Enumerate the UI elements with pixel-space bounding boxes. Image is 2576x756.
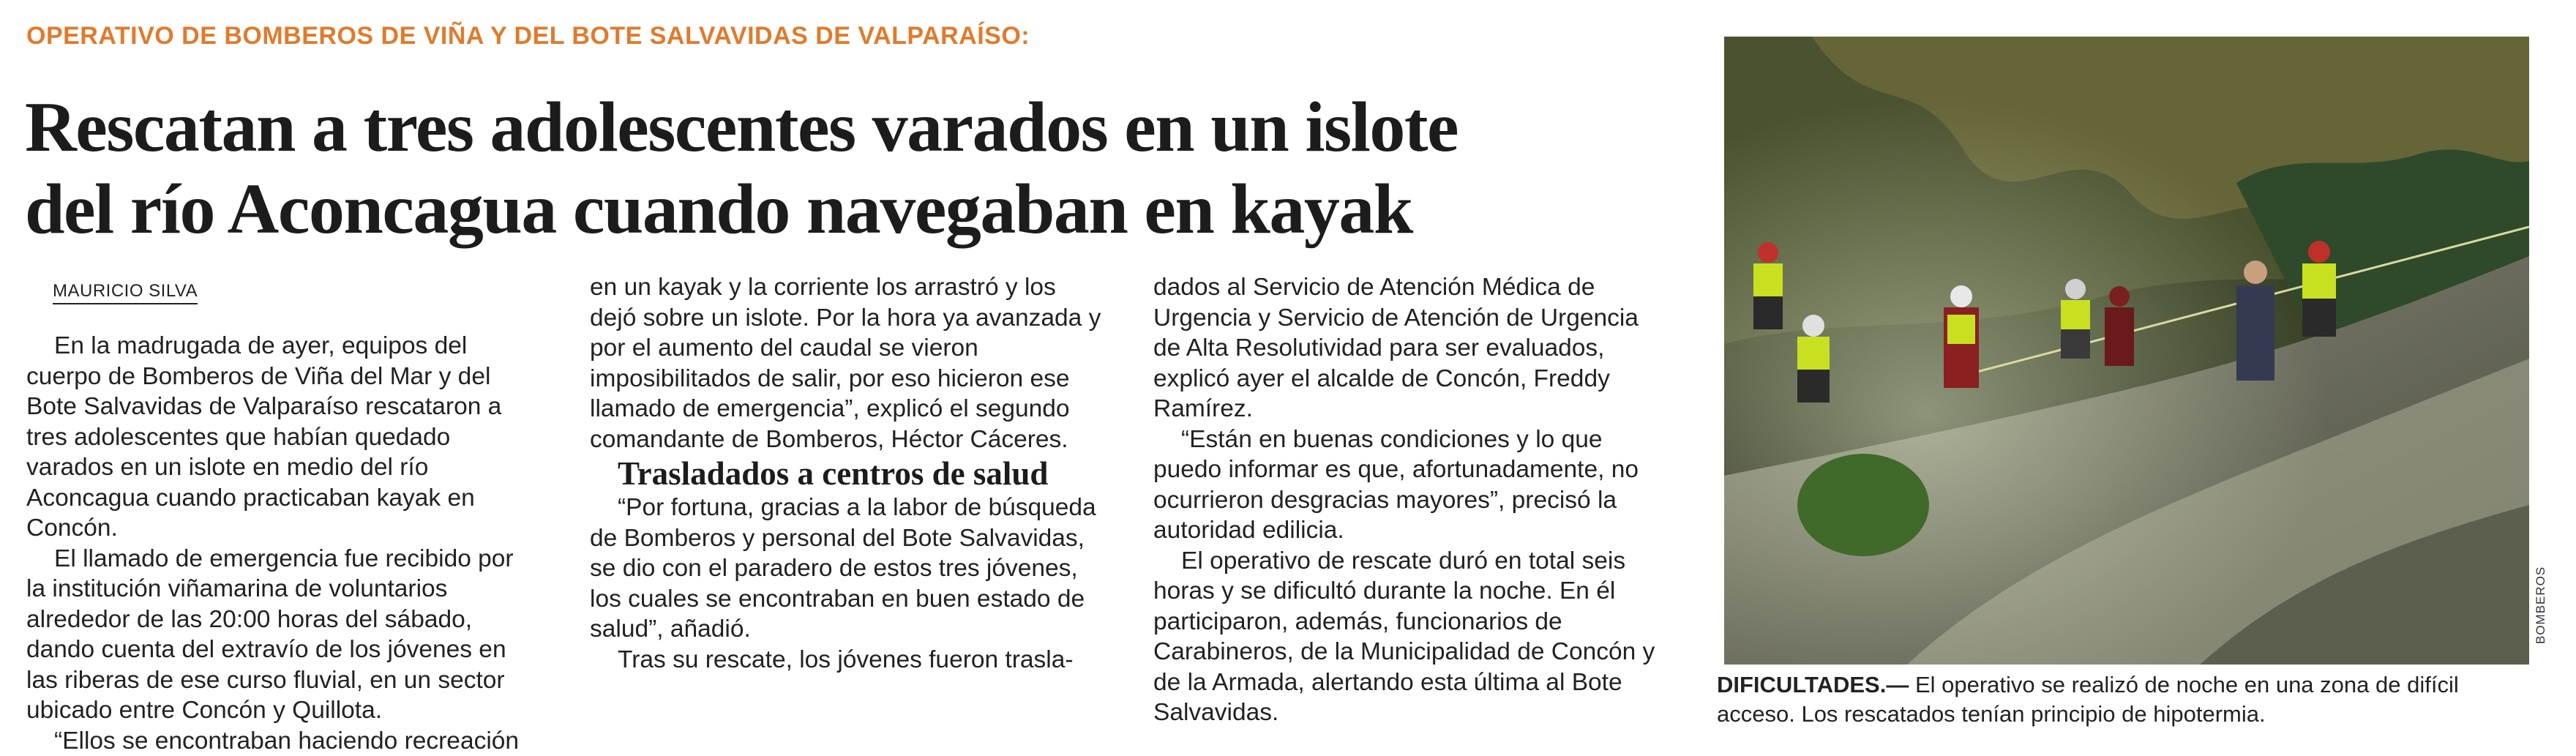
paragraph: En la madrugada de ayer, equipos del cuerpo de Bomberos de Viña del Mar y del Bote Salvavidas de Valparaíso rescataron a tres adolescentes que habían quedado varados en un islote en medio del río Aconcagua cuando practicaban kayak en Concón.	[26, 331, 539, 544]
subheading: Trasladados a centros de salud	[590, 454, 1102, 493]
paragraph: El llamado de emergencia fue recibido por la institución viñamarina de voluntarios alrededor de las 20:00 horas del sábado, dando cuenta del extravío de los jóvenes en las riberas de ese curso fluvial, en un sector ubicado entre Concón y Quillota.	[26, 544, 539, 726]
paragraph: “Están en buenas condiciones y lo que puedo informar es que, afortunadamente, no ocurrieron desgracias mayores”, precisó la autoridad edilicia.	[1153, 424, 1666, 546]
article-column-2	[590, 272, 1102, 675]
paragraph: dados al Servicio de Atención Médica de Urgencia y Servicio de Atención de Urgencia de Alta Resolutividad para ser evaluados, explicó ayer el alcalde de Concón, Freddy Ramírez.	[1153, 272, 1666, 424]
caption-lead: DIFICULTADES.—	[1717, 672, 1909, 697]
article-column-1	[26, 331, 539, 756]
headline-line-2: del río Aconcagua cuando navegaban en kayak	[25, 170, 1412, 249]
caption-text: El operativo se realizó de noche en una zona de difícil acceso. Los rescatados tenían principio de hipotermia.	[1717, 672, 2459, 727]
article-column-3	[1153, 272, 1666, 728]
photo-credit: BOMBEROS	[2534, 566, 2548, 644]
photo-caption	[1717, 670, 2536, 729]
headline	[25, 86, 1671, 250]
paragraph: en un kayak y la corriente los arrastró y los dejó sobre un islote. Por la hora ya avanzada y por el aumento del caudal se vieron imposibilitados de salir, por eso hicieron ese llamado de emergencia”, explicó el segundo comandante de Bomberos, Héctor Cáceres.	[590, 272, 1102, 454]
headline-line-1: Rescatan a tres adolescentes varados en un islote	[25, 88, 1458, 167]
paragraph: Tras su rescate, los jóvenes fueron trasla-	[590, 645, 1102, 675]
byline: MAURICIO SILVA	[53, 281, 198, 304]
section-kicker: OPERATIVO DE BOMBEROS DE VIÑA Y DEL BOTE SALVAVIDAS DE VALPARAÍSO:	[26, 22, 1030, 50]
paragraph: El operativo de rescate duró en total seis horas y se dificultó durante la noche. En él participaron, además, funcionarios de Carabineros, de la Municipalidad de Concón y de la Armada, alertando esta última al Bote Salvavidas.	[1153, 546, 1666, 728]
rescue-photo	[1724, 37, 2529, 665]
paragraph: “Por fortuna, gracias a la labor de búsqueda de Bomberos y personal del Bote Salvavidas, se dio con el paradero de estos tres jóvenes, los cuales se encontraban en buen estado de salud”, añadió.	[590, 493, 1102, 645]
paragraph: “Ellos se encontraban haciendo recreación	[26, 726, 539, 756]
